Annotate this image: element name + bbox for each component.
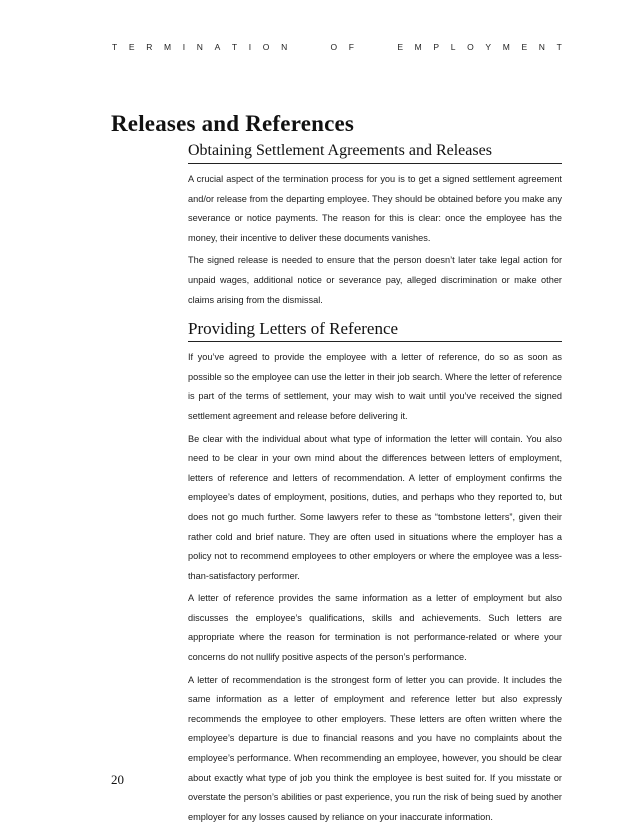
paragraph: A crucial aspect of the termination process for you is to get a signed settlement agreement and/or release from the departing employee. They should be obtained before you make any severance or notice payments. The reason for this is clear: once the employee has the money, their incentive to deliver these documents vanishes. bbox=[188, 174, 562, 243]
header-letter: T bbox=[556, 42, 562, 52]
header-letter: I bbox=[182, 42, 186, 52]
header-gap bbox=[366, 42, 386, 52]
header-letter: M bbox=[414, 42, 422, 52]
header-letter: O bbox=[330, 42, 338, 52]
header-letter: E bbox=[128, 42, 135, 52]
header-letter: N bbox=[281, 42, 288, 52]
section-title: Releases and References bbox=[111, 111, 355, 136]
header-letter: N bbox=[538, 42, 545, 52]
paragraph: If you’ve agreed to provide the employee with a letter of reference, do so as soon as possible so the employee can use the letter in their job search. Where the letter of reference is part of the terms of settlement, your may wish to wait until you’ve received the signed settlement agreement and release before delivering it. bbox=[188, 352, 562, 421]
header-letter: T bbox=[112, 42, 118, 52]
page-number: 20 bbox=[111, 772, 124, 787]
header-letter: E bbox=[397, 42, 403, 52]
running-header bbox=[112, 42, 562, 52]
paragraph: Be clear with the individual about what type of information the letter will contain. You also need to be clear in your own mind about the differences between letters of employment, letters of reference and letters of recommendation. A letter of employment confirms the employee’s dates of employment, positions, duties, and perhaps who they reported to, but does not go much further. Some lawyers refer to these as “tombstone letters”, given their rather cold and brief nature. They are often used in situations where the employer has a policy not to recommend employees to other employers or where the employee was a less-than-satisfactory performer. bbox=[188, 433, 562, 581]
paragraph: The signed release is needed to ensure that the person doesn’t later take legal action for unpaid wages, additional notice or severance pay, alleged discrimination or make other claims arising from the dismissal. bbox=[188, 255, 562, 305]
header-letter: P bbox=[433, 42, 440, 52]
header-gap bbox=[299, 42, 319, 52]
header-letter: E bbox=[521, 42, 528, 52]
header-letter: O bbox=[467, 42, 474, 52]
header-letter: R bbox=[146, 42, 153, 52]
header-letter: I bbox=[248, 42, 252, 52]
header-letter: N bbox=[196, 42, 203, 52]
header-letter: T bbox=[231, 42, 238, 52]
main-content bbox=[188, 140, 562, 827]
paragraph: A letter of reference provides the same information as a letter of employment but also discusses the employee’s qualifications, skills and achievements. Such letters are appropriate where the reason for termination is not performance-related or where your concerns do not nullify positive aspects of the person’s performance. bbox=[188, 593, 562, 663]
header-letter: F bbox=[348, 42, 354, 52]
header-letter: M bbox=[163, 42, 172, 52]
subsection-heading-settlement: Obtaining Settlement Agreements and Releases bbox=[188, 140, 562, 164]
header-letter: Y bbox=[485, 42, 492, 52]
header-letter: O bbox=[262, 42, 270, 52]
subsection-heading-references: Providing Letters of Reference bbox=[188, 318, 562, 342]
header-letter: M bbox=[502, 42, 510, 52]
header-letter: L bbox=[450, 42, 456, 52]
paragraph: A letter of recommendation is the strongest form of letter you can provide. It includes the same information as a letter of employment and reference letter but also expressly recommends the employee to other employers. These letters are often written where the employee’s departure is due to financial reasons and you have no complaints about the employee’s performance. When recommending an employee, however, you should be clear about exactly what type of job you think the employee is best suited for. If you misstate or overstate the person’s abilities or past experience, you run the risk of being sued by another employer for any losses caused by reliance on your inaccurate information. bbox=[188, 674, 562, 822]
header-letter: A bbox=[214, 42, 221, 52]
